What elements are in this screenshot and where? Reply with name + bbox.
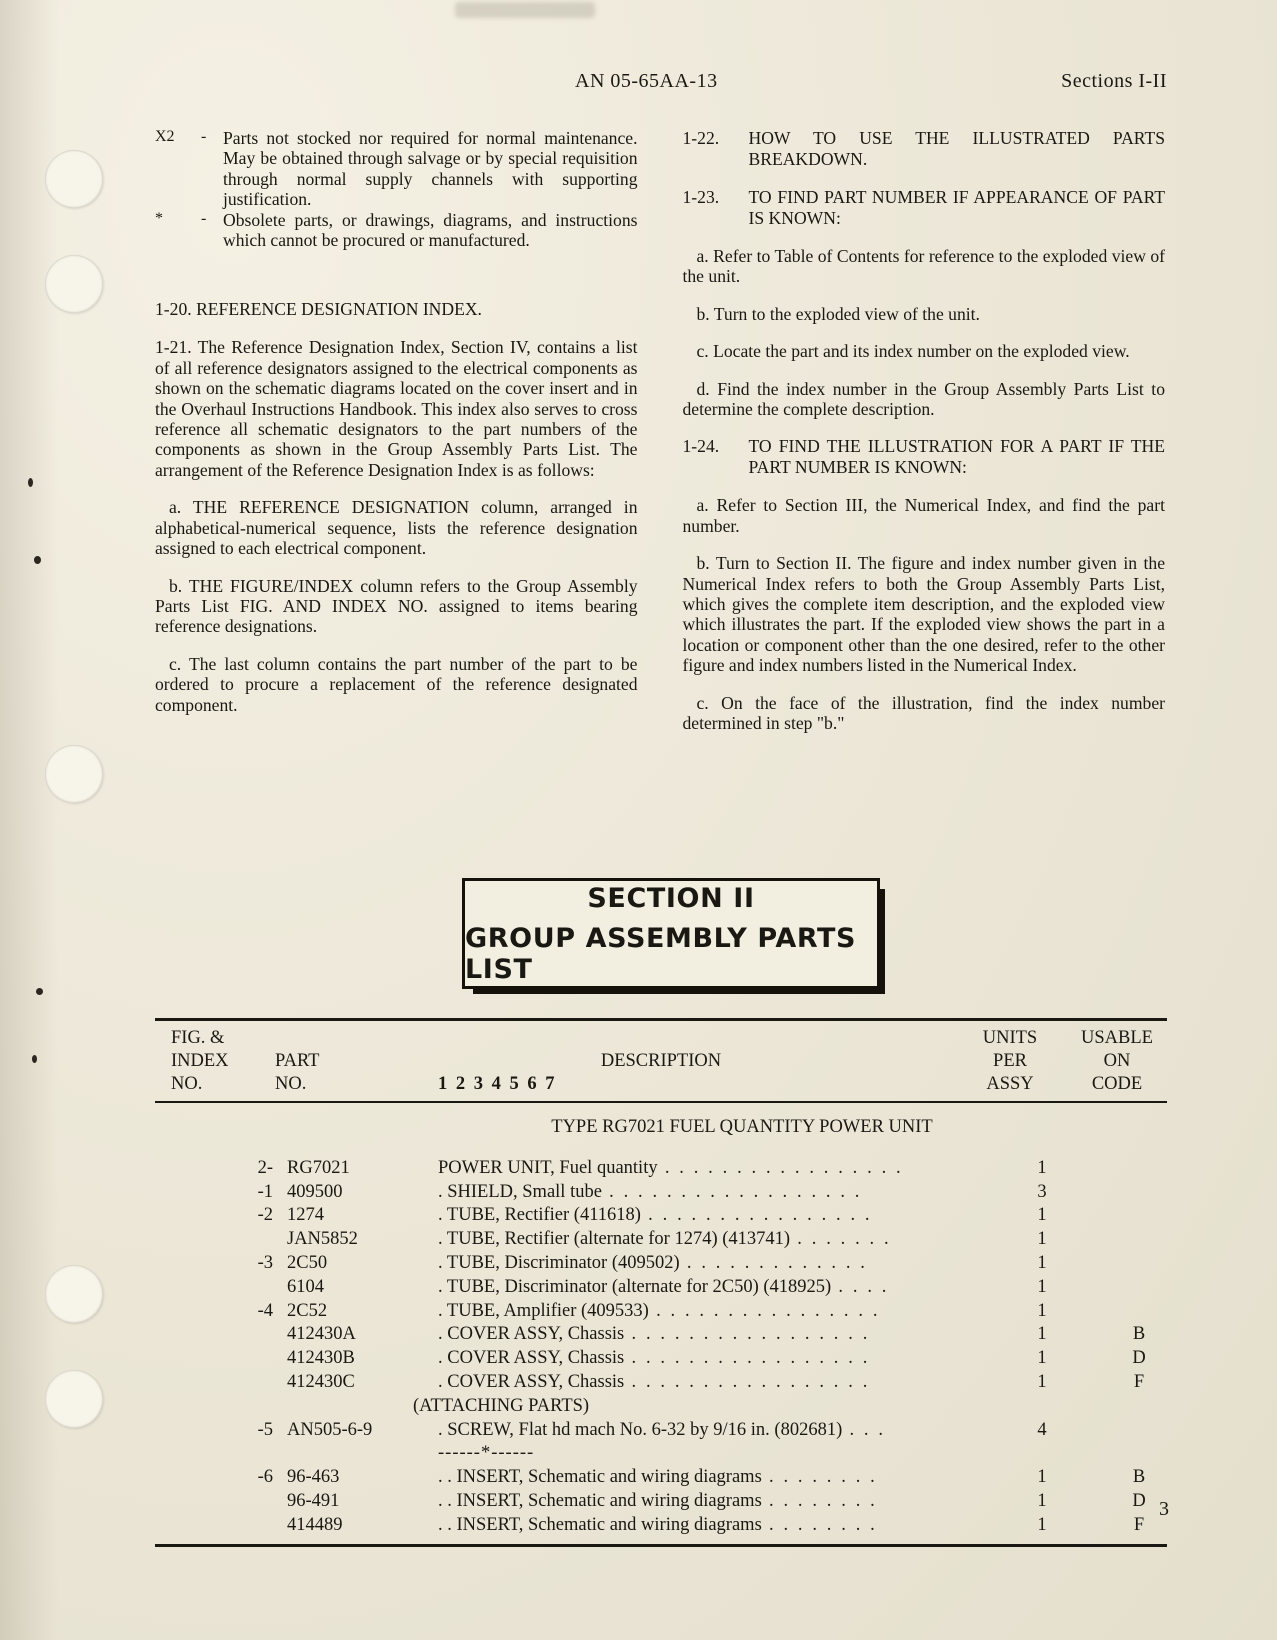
table-row	[155, 1157, 1167, 1181]
description-text: . TUBE, Rectifier (411618)	[438, 1205, 641, 1226]
paragraph-1-24-heading	[683, 436, 1166, 478]
cell-usable-on-code: B	[1132, 1324, 1146, 1345]
cell-description	[438, 1490, 977, 1514]
cell-units-per-assy: 1	[1037, 1276, 1047, 1297]
cell-units-per-assy: 1	[1037, 1300, 1047, 1321]
attaching-parts-label-row	[155, 1395, 1167, 1419]
paragraph-number: 1-24.	[682, 436, 720, 457]
cell-units-per-assy: 1	[1037, 1371, 1047, 1392]
cell-description	[438, 1204, 977, 1228]
paragraph-23-b: b. Turn to the exploded view of the unit.	[696, 303, 980, 324]
table-rows-host	[155, 1157, 1167, 1538]
fig-index-line1: FIG. &	[171, 1028, 225, 1048]
paragraph-number: 1-23.	[682, 187, 720, 207]
document-number: AN 05-65AA-13	[575, 70, 718, 92]
units-line1: UNITS	[982, 1028, 1038, 1048]
cell-part-number: 96-463	[287, 1467, 340, 1488]
leader-dots: . . . . . . . . . . . . . . . .	[640, 1205, 873, 1226]
table-row	[155, 1181, 1167, 1205]
description-text: . COVER ASSY, Chassis	[438, 1324, 625, 1345]
paragraph-23-c: c. Locate the part and its index number on the exploded view.	[696, 341, 1130, 362]
leader-dots: . . . . . . . . . . . . . . . . .	[624, 1348, 870, 1369]
column-header-description: DESCRIPTION	[600, 1051, 722, 1071]
table-row	[155, 1419, 1167, 1443]
table-row	[155, 1276, 1167, 1300]
cell-units-per-assy: 1	[1037, 1205, 1047, 1226]
left-column	[155, 128, 638, 734]
code-mark: X2	[155, 128, 175, 145]
cell-fig-index: -6	[257, 1467, 273, 1488]
column-header-usable-on-code	[1067, 1027, 1167, 1096]
paragraph-1-21: 1-21. The Reference Designation Index, Section IV, contains a list of all reference designators assigned to the electrical components as shown on the schematic diagrams located on the cover insert and in the Overhaul Instructions Handbook. This index also serves to cross reference all schematic designators to the part numbers of the components as shown in the Group Assembly Parts List. The arrangement of the Reference Designation Index is as follows:	[155, 337, 638, 480]
paragraph-24-a: a. Refer to Section III, the Numerical Index, and find the part number.	[682, 495, 1165, 536]
description-text: . . INSERT, Schematic and wiring diagrams	[438, 1514, 762, 1535]
cell-usable-on-code: D	[1132, 1490, 1146, 1511]
code-dash: -	[201, 128, 207, 145]
cell-description	[438, 1514, 977, 1538]
leader-dots: . . . . . . . .	[761, 1514, 878, 1535]
cell-units-per-assy: 1	[1037, 1348, 1047, 1369]
cell-part-number: AN505-6-9	[287, 1419, 373, 1440]
paragraph-1-20-heading	[155, 299, 638, 320]
leader-dots: . . . . . . . . . . . . . . . . . .	[601, 1181, 863, 1202]
cell-part-number: 409500	[287, 1181, 343, 1202]
cell-part-number: RG7021	[287, 1157, 350, 1178]
group-assembly-parts-table	[155, 1018, 1167, 1547]
cell-description	[438, 1276, 977, 1300]
table-row	[155, 1514, 1167, 1538]
paragraph-c: c. The last column contains the part number of the part to be ordered to procure a replacement of the reference designated component.	[155, 653, 638, 715]
description-text: . TUBE, Discriminator (alternate for 2C50) (418925)	[438, 1276, 832, 1297]
cell-description	[438, 1300, 977, 1324]
cell-units-per-assy: 1	[1037, 1514, 1047, 1535]
cell-part-number: 96-491	[287, 1490, 340, 1511]
cell-description	[438, 1419, 977, 1443]
part-line2: NO.	[275, 1074, 307, 1094]
banner-section-label: SECTION II	[587, 882, 755, 914]
fig-index-line3: NO.	[171, 1074, 203, 1094]
units-line3: ASSY	[986, 1074, 1034, 1094]
table-row	[155, 1300, 1167, 1324]
cell-part-number: 2C52	[287, 1300, 328, 1321]
cell-description	[438, 1347, 977, 1371]
part-line1: PART	[275, 1051, 320, 1071]
cell-part-number: 2C50	[287, 1252, 328, 1273]
section-indicator: Sections I-II	[1061, 70, 1167, 92]
paragraph-number: 1-20.	[155, 299, 192, 320]
paragraph-title: HOW TO USE THE ILLUSTRATED PARTS BREAKDOWN.	[748, 128, 1165, 169]
paragraph-title: TO FIND THE ILLUSTRATION FOR A PART IF THE PART NUMBER IS KNOWN:	[748, 436, 1165, 478]
cell-fig-index: -1	[257, 1181, 273, 1202]
table-body	[155, 1103, 1167, 1538]
table-row	[155, 1228, 1167, 1252]
paragraph-24-b: b. Turn to Section II. The figure and index number given in the Numerical Index refers to both the Group Assembly Parts List, which gives the complete item description, and the exploded view which illustrates the part. If the exploded view shows the part in a location or component other than the one desired, refer to the other figure and index numbers listed in the Numerical Index.	[682, 553, 1165, 676]
cell-description	[438, 1252, 977, 1276]
cell-usable-on-code: B	[1132, 1467, 1146, 1488]
table-row	[155, 1371, 1167, 1395]
table-row	[155, 1347, 1167, 1371]
leader-dots: . . . . . . .	[790, 1229, 892, 1250]
leader-dots: . . . . . . . . . . . . . . . . .	[657, 1157, 904, 1178]
right-column	[683, 128, 1166, 734]
usable-line2: ON	[1103, 1051, 1131, 1071]
table-bottom-rule	[155, 1544, 1167, 1547]
paragraph-23-a: a. Refer to Table of Contents for reference to the exploded view of the unit.	[682, 246, 1165, 287]
table-row	[155, 1466, 1167, 1490]
cell-units-per-assy: 4	[1037, 1419, 1047, 1440]
cell-part-number: 6104	[287, 1276, 324, 1297]
cell-description	[438, 1466, 977, 1490]
cell-part-number: 412430A	[287, 1324, 356, 1345]
banner-box	[462, 878, 880, 989]
code-item	[155, 210, 638, 268]
cell-part-number: 1274	[287, 1205, 324, 1226]
code-description: Obsolete parts, or drawings, diagrams, and instructions which cannot be procured or manufactured.	[223, 209, 638, 251]
cell-units-per-assy: 1	[1037, 1229, 1047, 1250]
cell-fig-index: -5	[257, 1419, 273, 1440]
fig-index-line2: INDEX	[171, 1051, 229, 1071]
cell-part-number: 412430B	[287, 1348, 355, 1369]
group-separator: ------*------	[438, 1443, 535, 1464]
cell-description	[438, 1323, 977, 1347]
leader-dots: . . . . . . . . . . . . . . . .	[648, 1300, 881, 1321]
attaching-parts-label: (ATTACHING PARTS)	[413, 1395, 590, 1416]
cell-part-number: 412430C	[287, 1371, 355, 1392]
leader-dots: . . . . . . . . . . . . .	[679, 1252, 868, 1273]
cell-usable-on-code: F	[1133, 1514, 1145, 1535]
section-banner	[462, 878, 874, 983]
column-header-units-per-assy	[958, 1027, 1062, 1096]
leader-dots: . . . .	[831, 1276, 890, 1297]
table-header	[155, 1021, 1167, 1101]
table-row	[155, 1490, 1167, 1514]
description-text: . . INSERT, Schematic and wiring diagrams	[438, 1467, 762, 1488]
code-mark: *	[155, 209, 163, 227]
usable-line3: CODE	[1091, 1074, 1143, 1094]
paragraph-b: b. THE FIGURE/INDEX column refers to the Group Assembly Parts List FIG. AND INDEX NO. assigned to items bearing reference designations.	[155, 575, 638, 637]
code-dash: -	[201, 209, 207, 227]
cell-part-number: 414489	[287, 1514, 343, 1535]
code-item	[155, 128, 638, 210]
leader-dots: . . . . . . . . . . . . . . . . .	[624, 1324, 870, 1345]
description-text: . TUBE, Rectifier (alternate for 1274) (413741)	[438, 1229, 791, 1250]
cell-fig-index: -4	[257, 1300, 273, 1321]
leader-dots: . . . . . . . .	[761, 1490, 878, 1511]
cell-units-per-assy: 3	[1037, 1181, 1047, 1202]
table-group-title: TYPE RG7021 FUEL QUANTITY POWER UNIT	[551, 1117, 933, 1137]
paragraph-1-22-heading	[683, 128, 1166, 170]
description-text: . TUBE, Amplifier (409533)	[438, 1300, 649, 1321]
description-text: . SHIELD, Small tube	[438, 1181, 602, 1202]
leader-dots: . . .	[842, 1419, 886, 1440]
paragraph-23-d: d. Find the index number in the Group Assembly Parts List to determine the complete description.	[682, 378, 1165, 420]
paragraph-title: REFERENCE DESIGNATION INDEX.	[196, 299, 482, 320]
banner-title-label: GROUP ASSEMBLY PARTS LIST	[465, 922, 857, 985]
code-description: Parts not stocked nor required for normal maintenance. May be obtained through salvage or by special requisition through normal supply channels with supporting justification.	[223, 128, 638, 210]
cell-description	[438, 1371, 977, 1395]
cell-part-number: JAN5852	[287, 1229, 358, 1250]
cell-fig-index: -3	[257, 1252, 273, 1273]
column-header-indenture-numbers: 1 2 3 4 5 6 7	[438, 1074, 557, 1094]
paragraph-title: TO FIND PART NUMBER IF APPEARANCE OF PART IS KNOWN:	[748, 187, 1165, 228]
description-text: . TUBE, Discriminator (409502)	[438, 1252, 680, 1273]
usable-line1: USABLE	[1081, 1028, 1153, 1048]
description-text: . COVER ASSY, Chassis	[438, 1371, 625, 1392]
page-number: 3	[1159, 1498, 1169, 1520]
group-separator-row	[155, 1442, 1167, 1466]
description-text: . SCREW, Flat hd mach No. 6-32 by 9/16 in. (802681)	[438, 1419, 843, 1440]
table-row	[155, 1252, 1167, 1276]
description-text: POWER UNIT, Fuel quantity	[438, 1157, 658, 1178]
cell-usable-on-code: D	[1132, 1348, 1146, 1369]
paragraph-1-23-heading	[683, 187, 1166, 229]
cell-units-per-assy: 1	[1037, 1467, 1047, 1488]
cell-description	[438, 1181, 977, 1205]
table-row	[155, 1204, 1167, 1228]
cell-description	[438, 1228, 977, 1252]
table-row	[155, 1323, 1167, 1347]
cell-units-per-assy: 1	[1037, 1252, 1047, 1273]
description-text: . COVER ASSY, Chassis	[438, 1348, 625, 1369]
paragraph-a: a. THE REFERENCE DESIGNATION column, arranged in alphabetical-numerical sequence, lists the reference designation assigned to each electrical component.	[155, 497, 638, 559]
cell-description	[438, 1157, 977, 1181]
cell-usable-on-code: F	[1133, 1371, 1145, 1392]
leader-dots: . . . . . . . . . . . . . . . . .	[624, 1371, 870, 1392]
leader-dots: . . . . . . . .	[761, 1467, 878, 1488]
cell-units-per-assy: 1	[1037, 1324, 1047, 1345]
running-head	[155, 70, 1167, 93]
cell-units-per-assy: 1	[1037, 1490, 1047, 1511]
cell-fig-index: 2-	[257, 1157, 273, 1178]
body-columns	[155, 128, 1165, 734]
description-text: . . INSERT, Schematic and wiring diagrams	[438, 1490, 762, 1511]
cell-units-per-assy: 1	[1037, 1157, 1047, 1178]
paragraph-number: 1-22.	[682, 128, 720, 148]
paragraph-24-c: c. On the face of the illustration, find the index number determined in step "b."	[682, 692, 1165, 734]
cell-fig-index: -2	[257, 1205, 273, 1226]
units-line2: PER	[993, 1051, 1027, 1071]
